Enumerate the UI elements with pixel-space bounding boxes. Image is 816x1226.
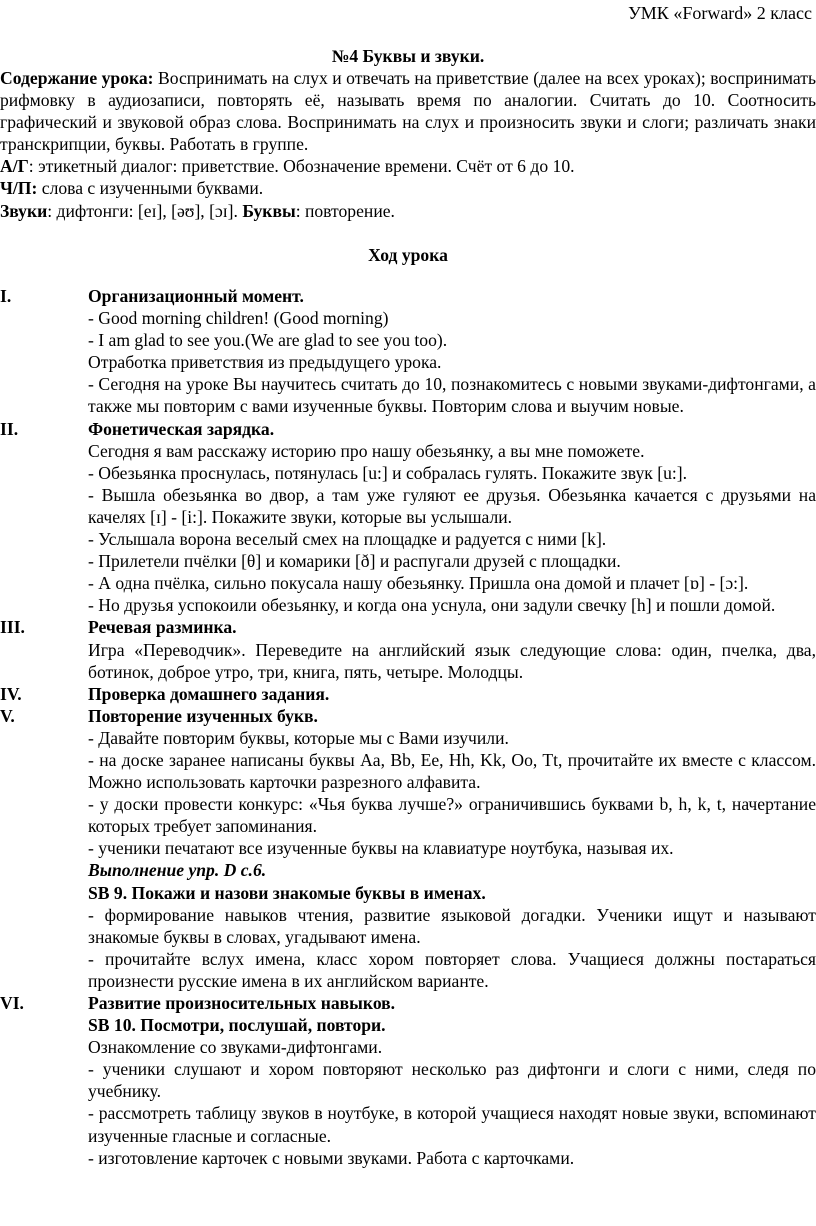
lesson-title: №4 Буквы и звуки. [331,46,485,66]
sb-line: - рассмотреть таблицу звуков в ноутбуке, в которой учащиеся находят новые звуки, вспоминают изученные гласные и согласные. [88,1103,816,1146]
section-heading: Повторение изученных букв. [88,705,318,726]
section-heading: Развитие произносительных навыков. [88,993,396,1013]
course-heading: Ход урока [368,245,448,265]
section-line: - ученики печатают все изученные буквы на клавиатуре ноутбука, называя их. [88,838,674,859]
chp-label: Ч/П: [0,178,38,199]
lesson-section [0,418,816,617]
sb-line: - формирование навыков чтения, развитие языковой догадки. Ученики ищут и называют знакомые буквы в словах, угадывают имена. [88,904,816,947]
course-header: УМК «Forward» 2 класс [628,3,812,23]
section-heading: Фонетическая зарядка. [88,418,275,439]
section-line: Отработка приветствия из предыдущего урока. [88,352,442,373]
section-number: II. [0,418,19,439]
section-line: - Сегодня на уроке Вы научитесь считать до 10, познакомитесь с новыми звуками-дифтонгами, а также мы повторим с вами изученные буквы. Повторим слова и выучим новые. [88,374,816,417]
letters-text: : повторение. [295,200,395,221]
section-line: - Прилетели пчёлки [θ] и комарики [ð] и распугали друзей с площадки. [88,551,621,572]
section-line: Сегодня я вам расскажу историю про нашу обезьянку, а вы мне поможете. [88,440,645,461]
sb-line: - изготовление карточек с новыми звуками. Работа с карточками. [88,1147,575,1168]
section-line: - Обезьянка проснулась, потянулась [u:] и собралась гулять. Покажите звук [u:]. [88,462,688,483]
section-line: - у доски провести конкурс: «Чья буква лучше?» ограничившись буквами b, h, k, t, начертание которых требует запоминания. [88,794,816,837]
lesson-intro [0,67,816,222]
lesson-section [0,683,816,705]
section-heading: Речевая разминка. [88,617,237,638]
section-number: V. [0,705,15,726]
sb-heading: SB 9. Покажи и назови знакомые буквы в именах. [88,882,486,903]
section-heading: Организационный момент. [88,286,304,306]
ag-text: : этикетный диалог: приветствие. Обозначение времени. Счёт от 6 до 10. [28,156,575,177]
ag-label: А/Г [0,156,29,177]
content-text: Воспринимать на слух и отвечать на приветствие (далее на всех уроках); воспринимать рифмовку в аудиозаписи, повторять её, называть время по аналогии. Считать до 10. Соотносить графический и звуковой образ слова. Воспринимать на слух и произносить звуки и слоги; различать знаки транскрипции, буквы. Работать в группе. [0,68,816,155]
section-line: - Вышла обезьянка во двор, а там уже гуляют ее друзья. Обезьянка качается с друзьями на качелях [ɪ] - [i:]. Покажите звуки, которые вы услышали. [88,484,816,527]
intro-ag [0,155,816,177]
content-label: Содержание урока: [0,68,154,88]
sounds-label: Звуки [0,200,48,221]
section-number: I. [0,286,12,306]
section-number: VI. [0,993,24,1013]
section-number: IV. [0,683,22,704]
lesson-section [0,992,816,1169]
section-line: - на доске заранее написаны буквы Aa, Bb, Ee, Hh, Kk, Oo, Tt, прочитайте их вместе с классом. Можно использовать карточки разрезного алфавита. [88,749,816,793]
exercise-line: Выполнение упр. D с.6. [88,860,267,881]
sb-line: - прочитайте вслух имена, класс хором повторяет слова. Учащиеся должны постараться произнести русские имена в их английском варианте. [88,948,816,991]
lesson-section [0,285,816,418]
intro-sounds [0,200,816,222]
letters-label: Буквы [242,200,296,221]
section-line: - А одна пчёлка, сильно покусала нашу обезьянку. Пришла она домой и плачет [ɒ] - [ɔ:]. [88,573,749,594]
chp-text: слова с изученными буквами. [37,178,264,199]
intro-content [0,67,816,155]
section-line: - I am glad to see you.(We are glad to see you too). [88,330,448,351]
section-line: - Good morning children! (Good morning) [88,308,389,329]
lesson-section [0,616,816,682]
sounds-text: : дифтонги: [eɪ], [əʊ], [ɔɪ]. [47,200,243,221]
sb-heading: SB 10. Посмотри, послушай, повтори. [88,1015,386,1036]
lesson-section [0,705,816,992]
sb-line: - ученики слушают и хором повторяют несколько раз дифтонги и слоги с ними, следя по учебнику. [88,1059,816,1102]
sb-line: Ознакомление со звуками-дифтонгами. [88,1037,383,1058]
section-line: - Но друзья успокоили обезьянку, и когда она уснула, они задули свечку [h] и пошли домой. [88,595,776,616]
section-line: Игра «Переводчик». Переведите на английский язык следующие слова: один, пчелка, два, ботинок, доброе утро, три, книга, пять, четыре. Молодцы. [88,639,816,682]
section-heading: Проверка домашнего задания. [88,683,330,704]
lesson-sections [0,285,816,1169]
section-number: III. [0,617,25,638]
intro-chp [0,177,816,199]
section-line: - Услышала ворона веселый смех на площадке и радуется с ними [k]. [88,529,607,550]
section-line: - Давайте повторим буквы, которые мы с Вами изучили. [88,727,509,748]
